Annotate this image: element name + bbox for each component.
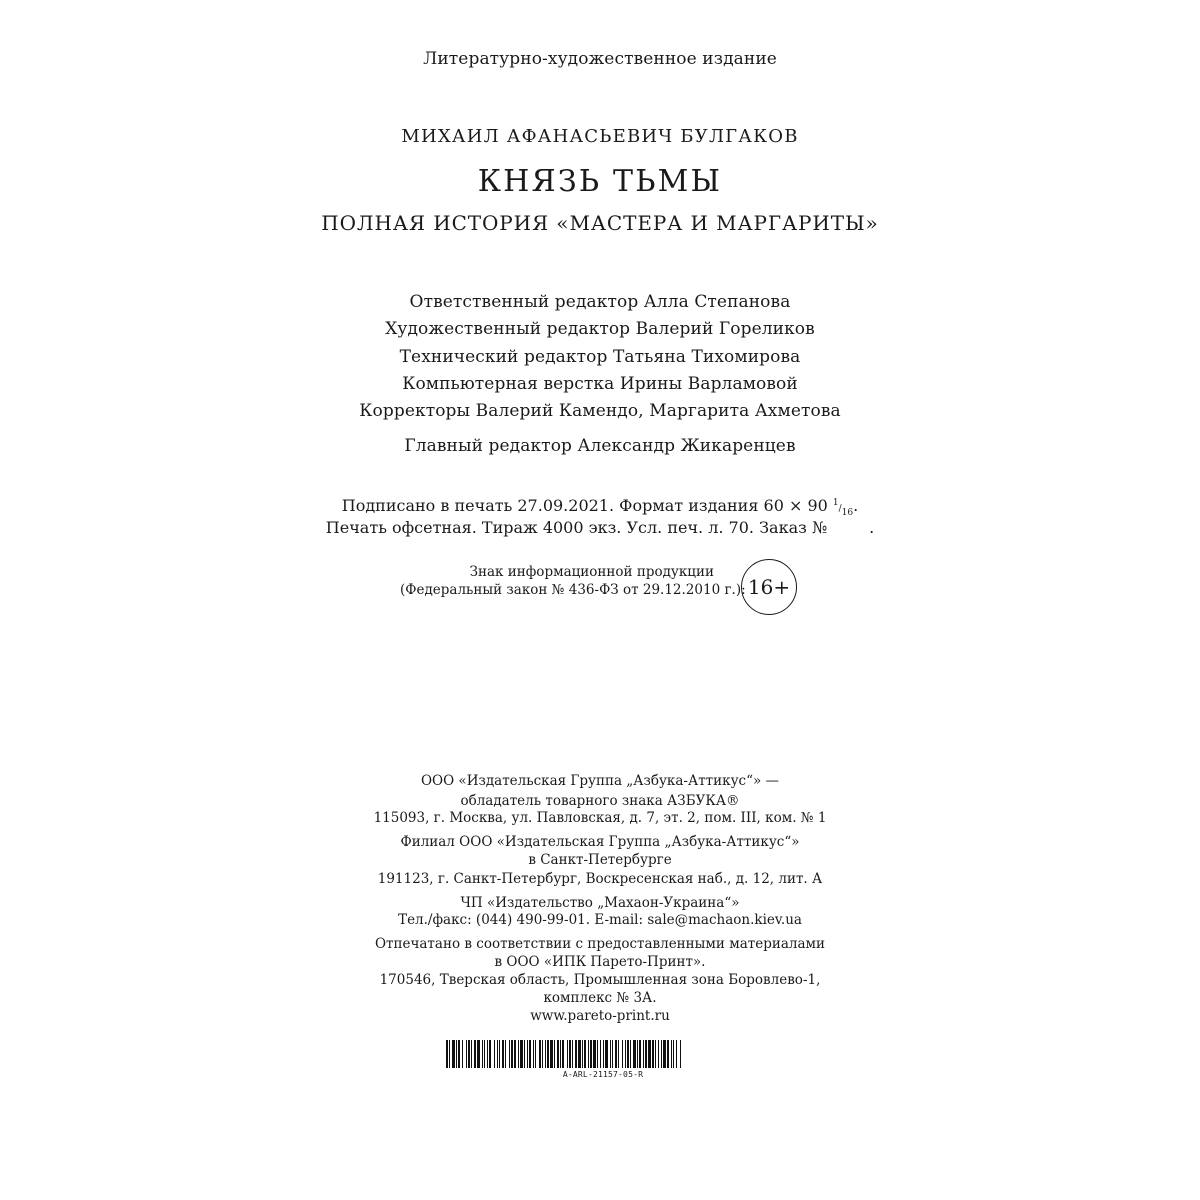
barcode-bar — [484, 1040, 485, 1068]
barcode-bar — [471, 1040, 472, 1068]
barcode-bar — [615, 1040, 617, 1068]
chief-editor: Главный редактор Александр Жикаренцев — [404, 436, 796, 456]
printer-line: комплекс № 3А. — [543, 990, 657, 1006]
publisher-line: Филиал ООО «Издательская Группа „Азбука-Аттикус“» — [400, 834, 800, 850]
author-name: МИХАИЛ АФАНАСЬЕВИЧ БУЛГАКОВ — [401, 126, 799, 147]
barcode-bar — [572, 1040, 573, 1068]
barcode-bar — [627, 1040, 629, 1068]
barcode-bar — [458, 1040, 460, 1068]
barcode-bar — [542, 1040, 543, 1068]
print-info-line-1 — [0, 496, 1200, 518]
barcode-bar — [446, 1040, 448, 1068]
print-info-end: . — [869, 518, 875, 537]
publisher-line: обладатель товарного знака АЗБУКА® — [460, 793, 740, 809]
barcode-bar — [468, 1040, 470, 1068]
barcode-bar — [527, 1040, 528, 1068]
publisher-line: 191123, г. Санкт-Петербург, Воскресенская наб., д. 12, лит. А — [377, 871, 823, 887]
barcode-bar — [482, 1040, 483, 1068]
barcode-bar — [452, 1040, 455, 1068]
barcode-bar — [539, 1040, 541, 1068]
credit-line: Компьютерная верстка Ирины Варламовой — [402, 374, 798, 394]
barcode-bar — [569, 1040, 571, 1068]
barcode-bar — [600, 1040, 601, 1068]
barcode-bar — [590, 1040, 592, 1068]
barcode-bar — [547, 1040, 549, 1068]
credit-line: Корректоры Валерий Камендо, Маргарита Ахметова — [359, 401, 841, 421]
print-info-end: . — [853, 496, 859, 515]
barcode-bar — [494, 1040, 495, 1068]
barcode-bar — [588, 1040, 589, 1068]
barcode-bar — [625, 1040, 626, 1068]
barcode-bar — [509, 1040, 510, 1068]
barcode-bar — [505, 1040, 506, 1068]
barcode-bar — [449, 1040, 450, 1068]
barcode-bar — [575, 1040, 577, 1068]
print-info-text: Подписано в печать 27.09.2021. Формат издания 60 × 90 — [341, 496, 828, 515]
barcode-bar — [502, 1040, 504, 1068]
barcode-bar — [489, 1040, 491, 1068]
barcode-bar — [533, 1040, 534, 1068]
barcode-bar — [610, 1040, 611, 1068]
barcode-bar — [487, 1040, 488, 1068]
barcode-bar — [582, 1040, 583, 1068]
publisher-line: 115093, г. Москва, ул. Павловская, д. 7, эт. 2, пом. III, ком. № 1 — [373, 810, 827, 826]
barcode-code: A-ARL-21157-05-R — [562, 1070, 644, 1079]
age-label-line: Знак информационной продукции — [469, 564, 714, 580]
barcode-bar — [529, 1040, 531, 1068]
barcode-bar — [550, 1040, 553, 1068]
barcode-bar — [560, 1040, 561, 1068]
print-info-line-2 — [0, 518, 1200, 537]
barcode-bar — [648, 1040, 651, 1068]
barcode-bar — [518, 1040, 519, 1068]
barcode-bar — [584, 1040, 586, 1068]
barcode-bar — [612, 1040, 613, 1068]
barcode-bar — [535, 1040, 536, 1068]
barcode-bar — [673, 1040, 674, 1068]
barcode-bar — [524, 1040, 525, 1068]
barcode-bar — [562, 1040, 564, 1068]
series-label: Литературно-художественное издание — [423, 49, 777, 69]
barcode-bar — [671, 1040, 672, 1068]
printer-website: www.pareto-print.ru — [530, 1008, 670, 1024]
barcode-bar — [661, 1040, 662, 1068]
barcode-bar — [597, 1040, 598, 1068]
format-fraction: $^1/_{16}$ — [832, 498, 854, 518]
credit-line: Ответственный редактор Алла Степанова — [409, 292, 791, 312]
barcode-bar — [663, 1040, 666, 1068]
barcode-bar — [545, 1040, 546, 1068]
barcode-bar — [520, 1040, 523, 1068]
barcode-bar — [477, 1040, 480, 1068]
printer-line: 170546, Тверская область, Промышленная зона Боровлево-1, — [379, 972, 821, 988]
publisher-line: ЧП «Издательство „Махаон-Украина“» — [460, 895, 740, 911]
barcode-bar — [593, 1040, 596, 1068]
barcode-bar — [637, 1040, 638, 1068]
book-subtitle: ПОЛНАЯ ИСТОРИЯ «МАСТЕРА И МАРГАРИТЫ» — [321, 211, 879, 235]
print-info-text: Печать офсетная. Тираж 4000 экз. Усл. печ. л. 70. Заказ № — [325, 518, 828, 537]
fraction-numerator: 1 — [832, 498, 839, 508]
barcode-bar — [652, 1040, 654, 1068]
barcode-bar — [655, 1040, 656, 1068]
barcode-bar — [622, 1040, 623, 1068]
barcode-bar — [618, 1040, 619, 1068]
barcode-bar — [456, 1040, 457, 1068]
fraction-denominator: 16 — [841, 508, 854, 518]
credit-line: Технический редактор Татьяна Тихомирова — [399, 347, 801, 367]
barcode-bar — [658, 1040, 659, 1068]
barcode-bar — [578, 1040, 581, 1068]
publisher-line: в Санкт-Петербурге — [528, 852, 672, 868]
barcode-bar — [630, 1040, 631, 1068]
publisher-line: Тел./факс: (044) 490-99-01. E-mail: sale@machaon.kiev.ua — [398, 912, 802, 928]
barcode-bar — [645, 1040, 647, 1068]
barcode-bar — [474, 1040, 476, 1068]
printer-line: Отпечатано в соответствии с предоставленными материалами — [374, 936, 826, 952]
printer-line: в ООО «ИПК Парето-Принт». — [494, 954, 706, 970]
barcode-bar — [643, 1040, 644, 1068]
barcode-bar — [605, 1040, 608, 1068]
age-label-line: (Федеральный закон № 436-ФЗ от 29.12.2010 г.): — [400, 582, 746, 598]
barcode-bar — [639, 1040, 641, 1068]
barcode-bar — [499, 1040, 500, 1068]
barcode-bar — [667, 1040, 669, 1068]
credit-line: Художественный редактор Валерий Гореликов — [385, 319, 815, 339]
book-title: КНЯЗЬ ТЬМЫ — [477, 164, 723, 199]
age-rating-label — [400, 563, 746, 599]
age-rating-badge: 16+ — [741, 559, 797, 615]
barcode-bar — [680, 1040, 681, 1068]
barcode-bar — [497, 1040, 498, 1068]
barcode-bar — [567, 1040, 568, 1068]
publisher-line: ООО «Издательская Группа „Азбука-Аттикус“» — — [420, 773, 780, 789]
barcode-bar — [557, 1040, 559, 1068]
barcode-bar — [633, 1040, 636, 1068]
barcode-image — [446, 1040, 760, 1068]
barcode-bar — [603, 1040, 604, 1068]
barcode-bar — [462, 1040, 463, 1068]
barcode-bar — [554, 1040, 555, 1068]
barcode-bar — [676, 1040, 677, 1068]
barcode-bar — [466, 1040, 467, 1068]
barcode-bar — [514, 1040, 516, 1068]
barcode-bar — [511, 1040, 513, 1068]
